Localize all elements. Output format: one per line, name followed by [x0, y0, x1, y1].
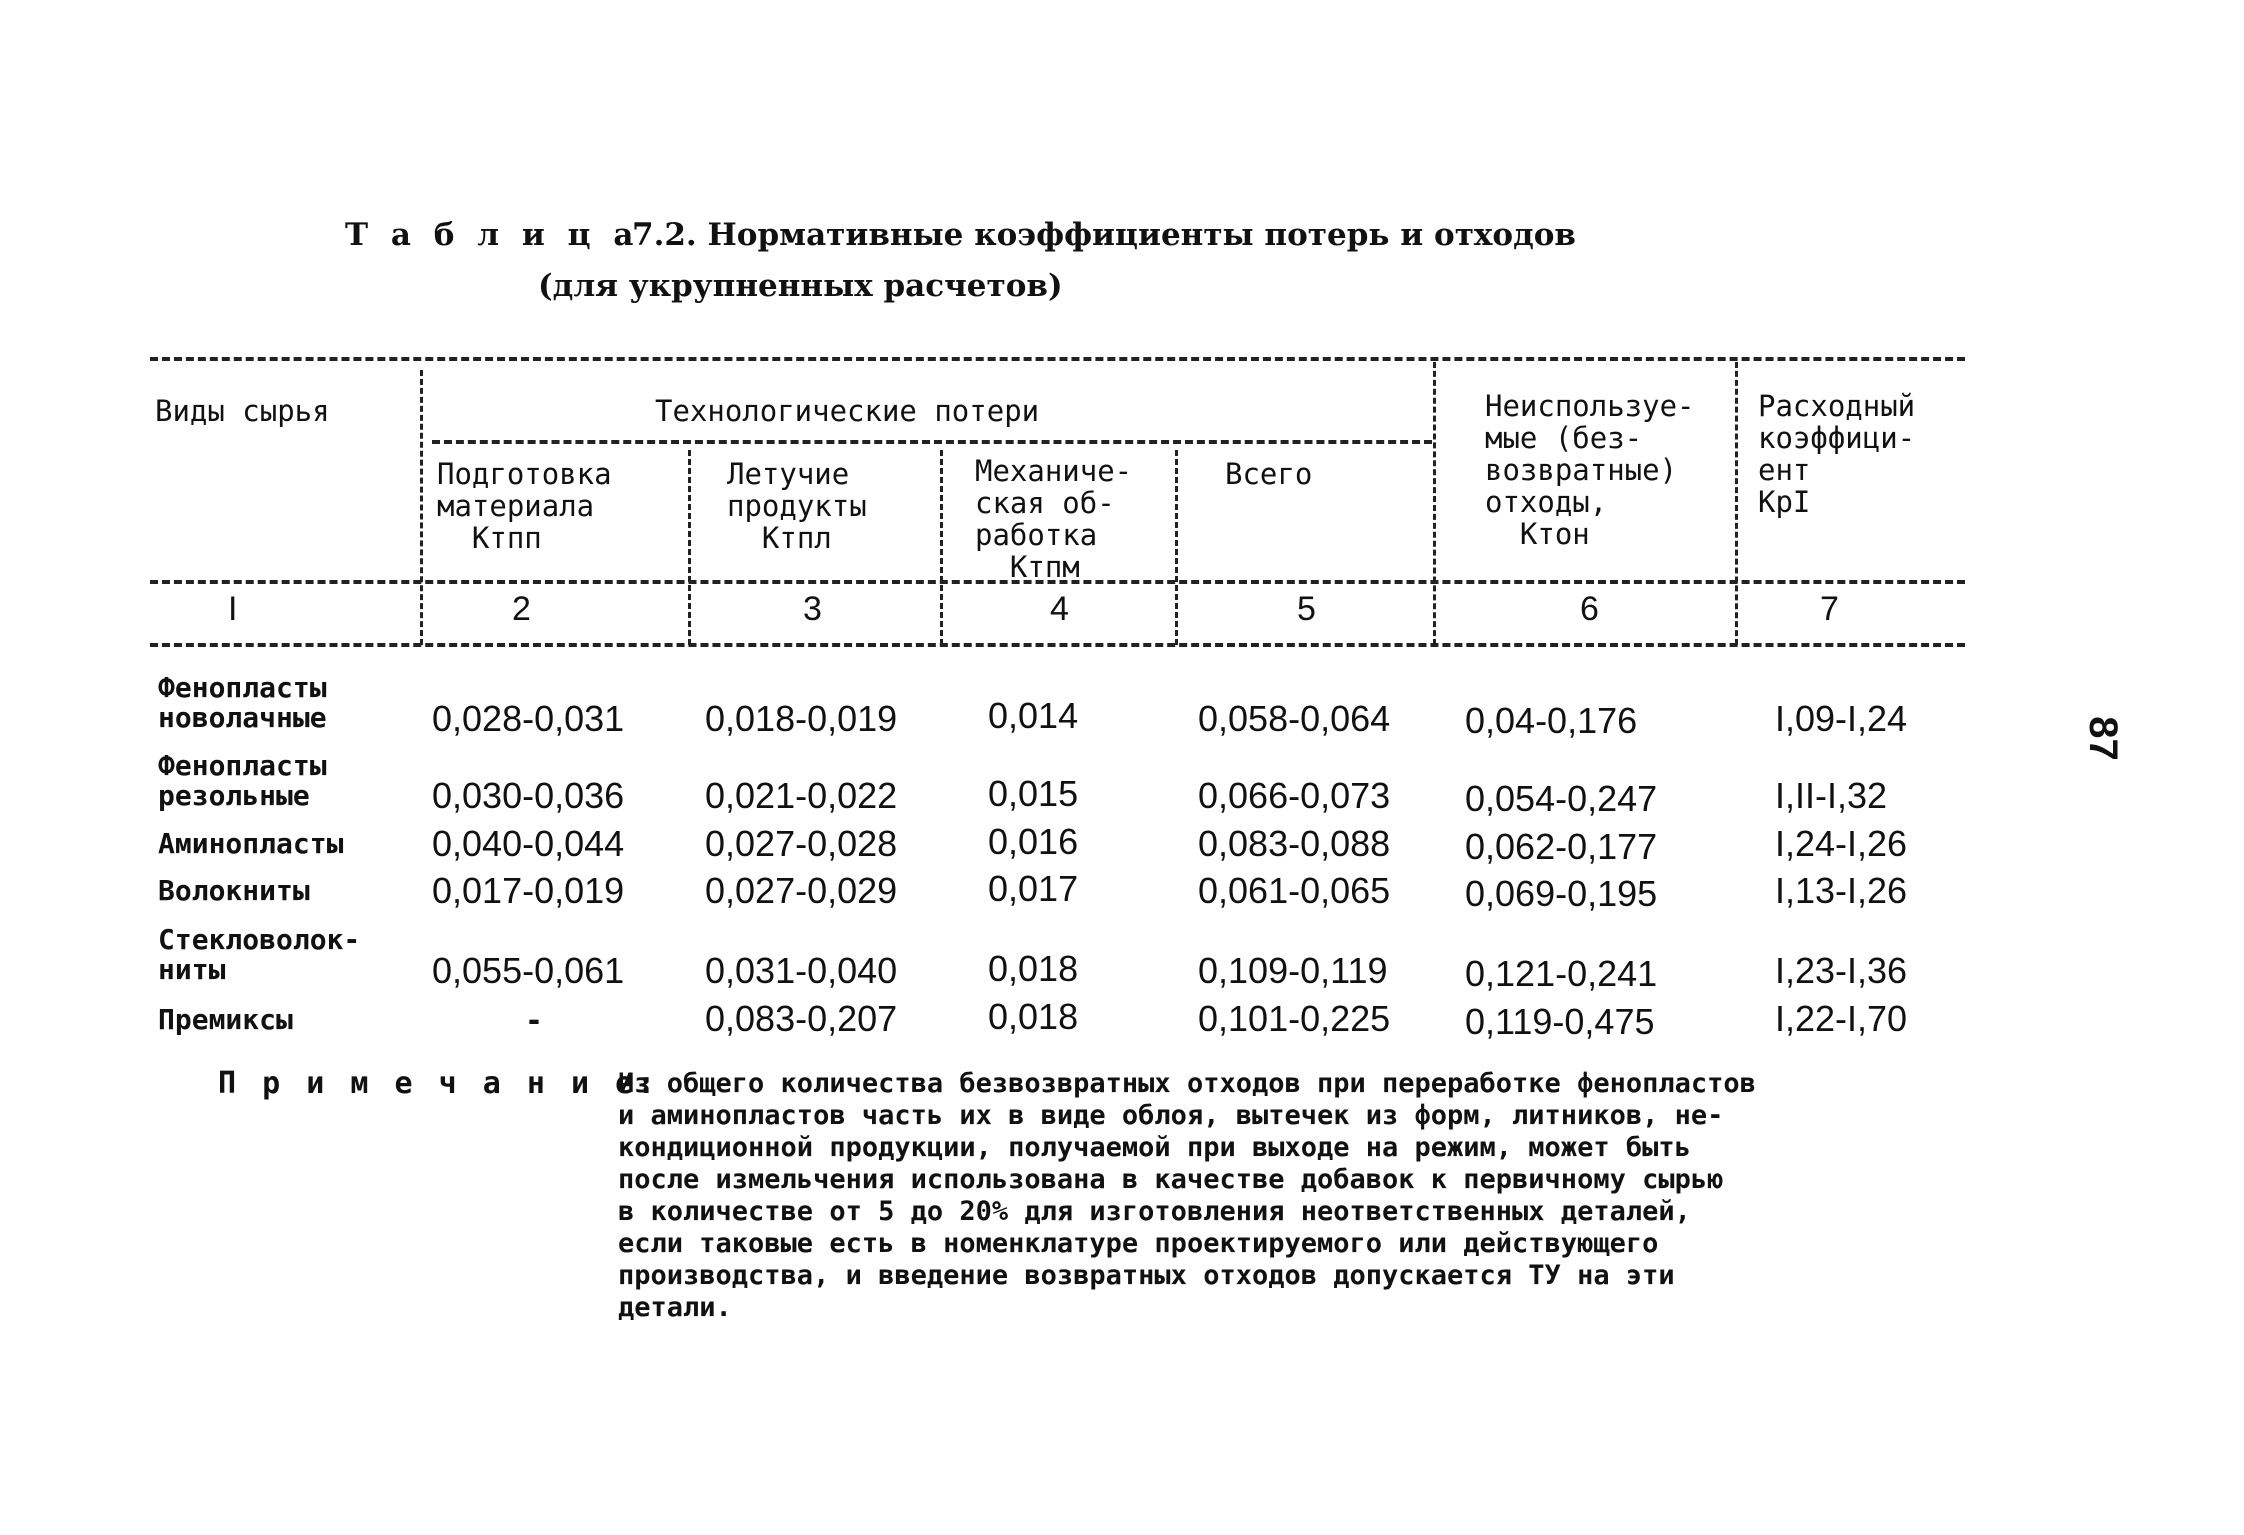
table-title: 7.2. Нормативные коэффициенты потерь и отходов	[632, 217, 1576, 253]
cell-volatile: 0,083-0,207	[705, 998, 898, 1039]
cell-coef: I,II-I,32	[1775, 775, 1888, 816]
cell-unused: 0,121-0,241	[1465, 953, 1658, 994]
cell-mechanical: 0,017	[988, 868, 1079, 909]
cell-volatile: 0,027-0,028	[705, 823, 898, 864]
cell-volatile: 0,031-0,040	[705, 950, 898, 991]
col-number: I	[228, 590, 238, 628]
cell-unused: 0,04-0,176	[1465, 700, 1638, 741]
table-label: Т а б л и ц а	[345, 217, 640, 253]
rule-top	[150, 357, 1965, 361]
cell-unused: 0,054-0,247	[1465, 778, 1658, 819]
cell-mechanical: 0,018	[988, 996, 1079, 1037]
cell-coef: I,09-I,24	[1775, 698, 1908, 739]
cell-prep: 0,040-0,044	[432, 823, 625, 864]
cell-coef: I,22-I,70	[1775, 998, 1908, 1039]
sep-5	[1433, 362, 1436, 645]
row-name: Аминопласты	[158, 827, 344, 860]
cell-total: 0,083-0,088	[1198, 823, 1391, 864]
rule-group	[432, 440, 1432, 444]
cell-mechanical: 0,016	[988, 821, 1079, 862]
row-name: Волокниты	[158, 874, 310, 907]
col-number: 2	[512, 590, 531, 628]
cell-prep: 0,028-0,031	[432, 698, 625, 739]
cell-mechanical: 0,018	[988, 948, 1079, 989]
col-number: 3	[803, 590, 822, 628]
cell-coef: I,23-I,36	[1775, 950, 1908, 991]
cell-prep: -	[528, 998, 540, 1039]
sep-2	[688, 450, 691, 645]
cell-volatile: 0,021-0,022	[705, 775, 898, 816]
header-consumption-coef: Расходный коэффици- ент КрI	[1758, 389, 1916, 519]
row-name: Стекловолок- ниты	[158, 923, 361, 986]
cell-total: 0,058-0,064	[1198, 698, 1391, 739]
cell-total: 0,066-0,073	[1198, 775, 1391, 816]
row-name: Фенопласты новолачные	[158, 671, 327, 734]
header-tech-losses: Технологические потери	[655, 394, 1040, 428]
cell-unused: 0,062-0,177	[1465, 826, 1658, 867]
table-subtitle: (для укрупненных расчетов)	[538, 268, 1063, 304]
header-volatile: Летучие продукты Ктпл	[727, 457, 867, 555]
sep-3	[940, 450, 943, 645]
row-name: Премиксы	[158, 1003, 293, 1036]
cell-prep: 0,030-0,036	[432, 775, 625, 816]
cell-prep: 0,055-0,061	[432, 950, 625, 991]
col-number: 6	[1580, 590, 1599, 628]
page-number: 87	[2080, 716, 2125, 761]
cell-prep: 0,017-0,019	[432, 870, 625, 911]
col-number: 7	[1820, 590, 1839, 628]
note-text: Из общего количества безвозвратных отходов при переработке фенопластов и аминопластов часть их в виде облоя, вытечек из форм, литников, не- кондиционной продукции, получаемой при выходе на режим, может быть после измельчения использована в качестве добавок к первичному сырью в количестве от 5 до 20% для изготовления неответственных деталей, если таковые есть в номенклатуре проектируемого или действующего производства, и введение возвратных отходов допускается ТУ на эти детали.	[618, 1068, 1756, 1323]
cell-volatile: 0,027-0,029	[705, 870, 898, 911]
note-label: П р и м е ч а н и е:	[218, 1066, 660, 1101]
cell-coef: I,24-I,26	[1775, 823, 1908, 864]
header-total: Всего	[1225, 457, 1313, 491]
cell-unused: 0,119-0,475	[1465, 1001, 1655, 1042]
cell-total: 0,109-0,119	[1198, 950, 1388, 991]
sep-1	[420, 370, 423, 645]
cell-volatile: 0,018-0,019	[705, 698, 898, 739]
cell-total: 0,101-0,225	[1198, 998, 1391, 1039]
cell-total: 0,061-0,065	[1198, 870, 1391, 911]
cell-unused: 0,069-0,195	[1465, 873, 1658, 914]
header-mechanical: Механиче- ская об- работка Ктпм	[975, 454, 1133, 584]
sep-4	[1175, 450, 1178, 645]
col-number: 5	[1297, 590, 1316, 628]
cell-mechanical: 0,015	[988, 773, 1079, 814]
cell-coef: I,13-I,26	[1775, 870, 1908, 911]
col-number: 4	[1050, 590, 1069, 628]
header-unused-waste: Неиспользуе- мые (без- возвратные) отходы, Ктон	[1485, 389, 1695, 551]
row-name: Фенопласты резольные	[158, 749, 327, 812]
cell-mechanical: 0,014	[988, 695, 1079, 736]
sep-6	[1735, 362, 1738, 645]
header-raw-material: Виды сырья	[155, 394, 330, 428]
header-prep: Подготовка материала Ктпп	[437, 457, 612, 555]
